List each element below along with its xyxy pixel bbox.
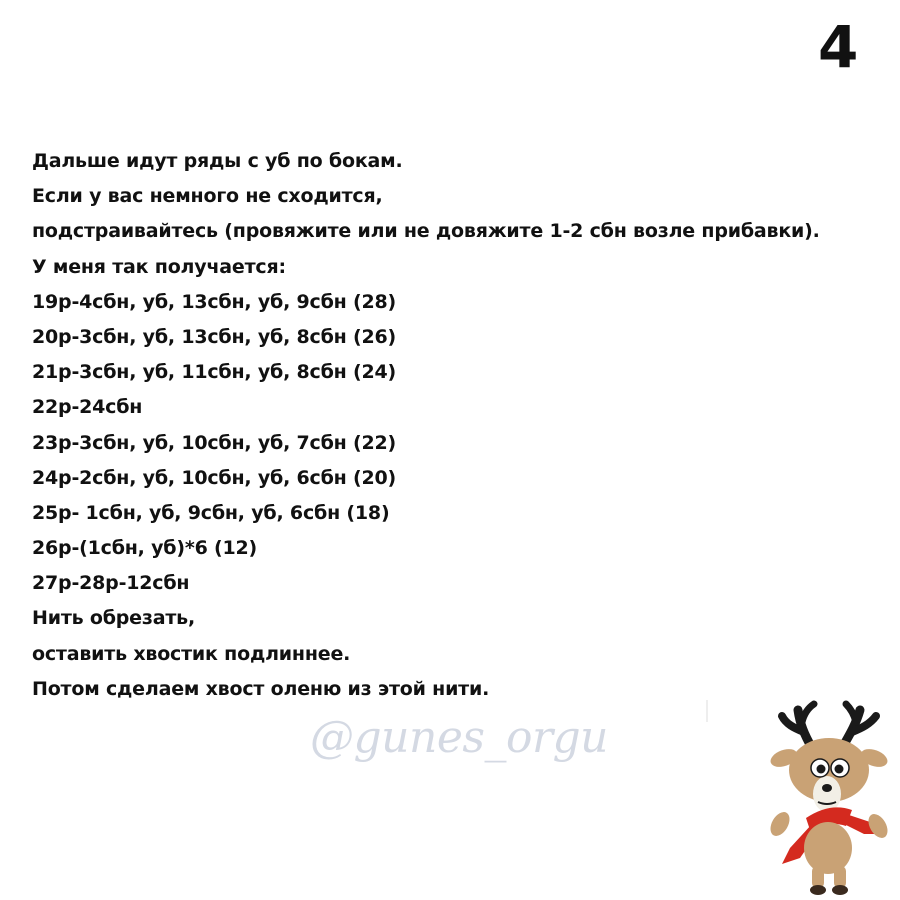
instruction-line: подстраивайтесь (провяжите или не довяжите 1-2 сбн возле прибавки). [32, 220, 820, 243]
instruction-line: Потом сделаем хвост оленю из этой нити. [32, 677, 490, 700]
instruction-line: 19р-4сбн, уб, 13сбн, уб, 9сбн (28) [32, 290, 397, 313]
faint-mark [706, 700, 708, 722]
instruction-line: 27р-28р-12сбн [32, 572, 190, 595]
instruction-line: Если у вас немного не сходится, [32, 185, 383, 208]
instruction-line: 23р-3сбн, уб, 10сбн, уб, 7сбн (22) [32, 431, 397, 454]
instruction-line: 21р-3сбн, уб, 11сбн, уб, 8сбн (24) [32, 361, 397, 384]
instruction-line: 26р-(1сбн, уб)*6 (12) [32, 537, 258, 560]
instruction-line: У меня так получается: [32, 255, 286, 278]
instruction-line: 25р- 1сбн, уб, 9сбн, уб, 6сбн (18) [32, 501, 390, 524]
watermark: @gunes_orgu [310, 712, 608, 763]
instruction-line: Нить обрезать, [32, 607, 195, 630]
instruction-line: оставить хвостик подлиннее. [32, 642, 351, 665]
instruction-line: 20р-3сбн, уб, 13сбн, уб, 8сбн (26) [32, 325, 397, 348]
page-number: 4 [818, 13, 859, 81]
deer-toy-image [760, 698, 900, 898]
instruction-line: 24р-2сбн, уб, 10сбн, уб, 6сбн (20) [32, 466, 397, 489]
pattern-instructions [32, 144, 892, 707]
instruction-line: 22р-24сбн [32, 396, 143, 419]
instruction-line: Дальше идут ряды с уб по бокам. [32, 150, 403, 172]
